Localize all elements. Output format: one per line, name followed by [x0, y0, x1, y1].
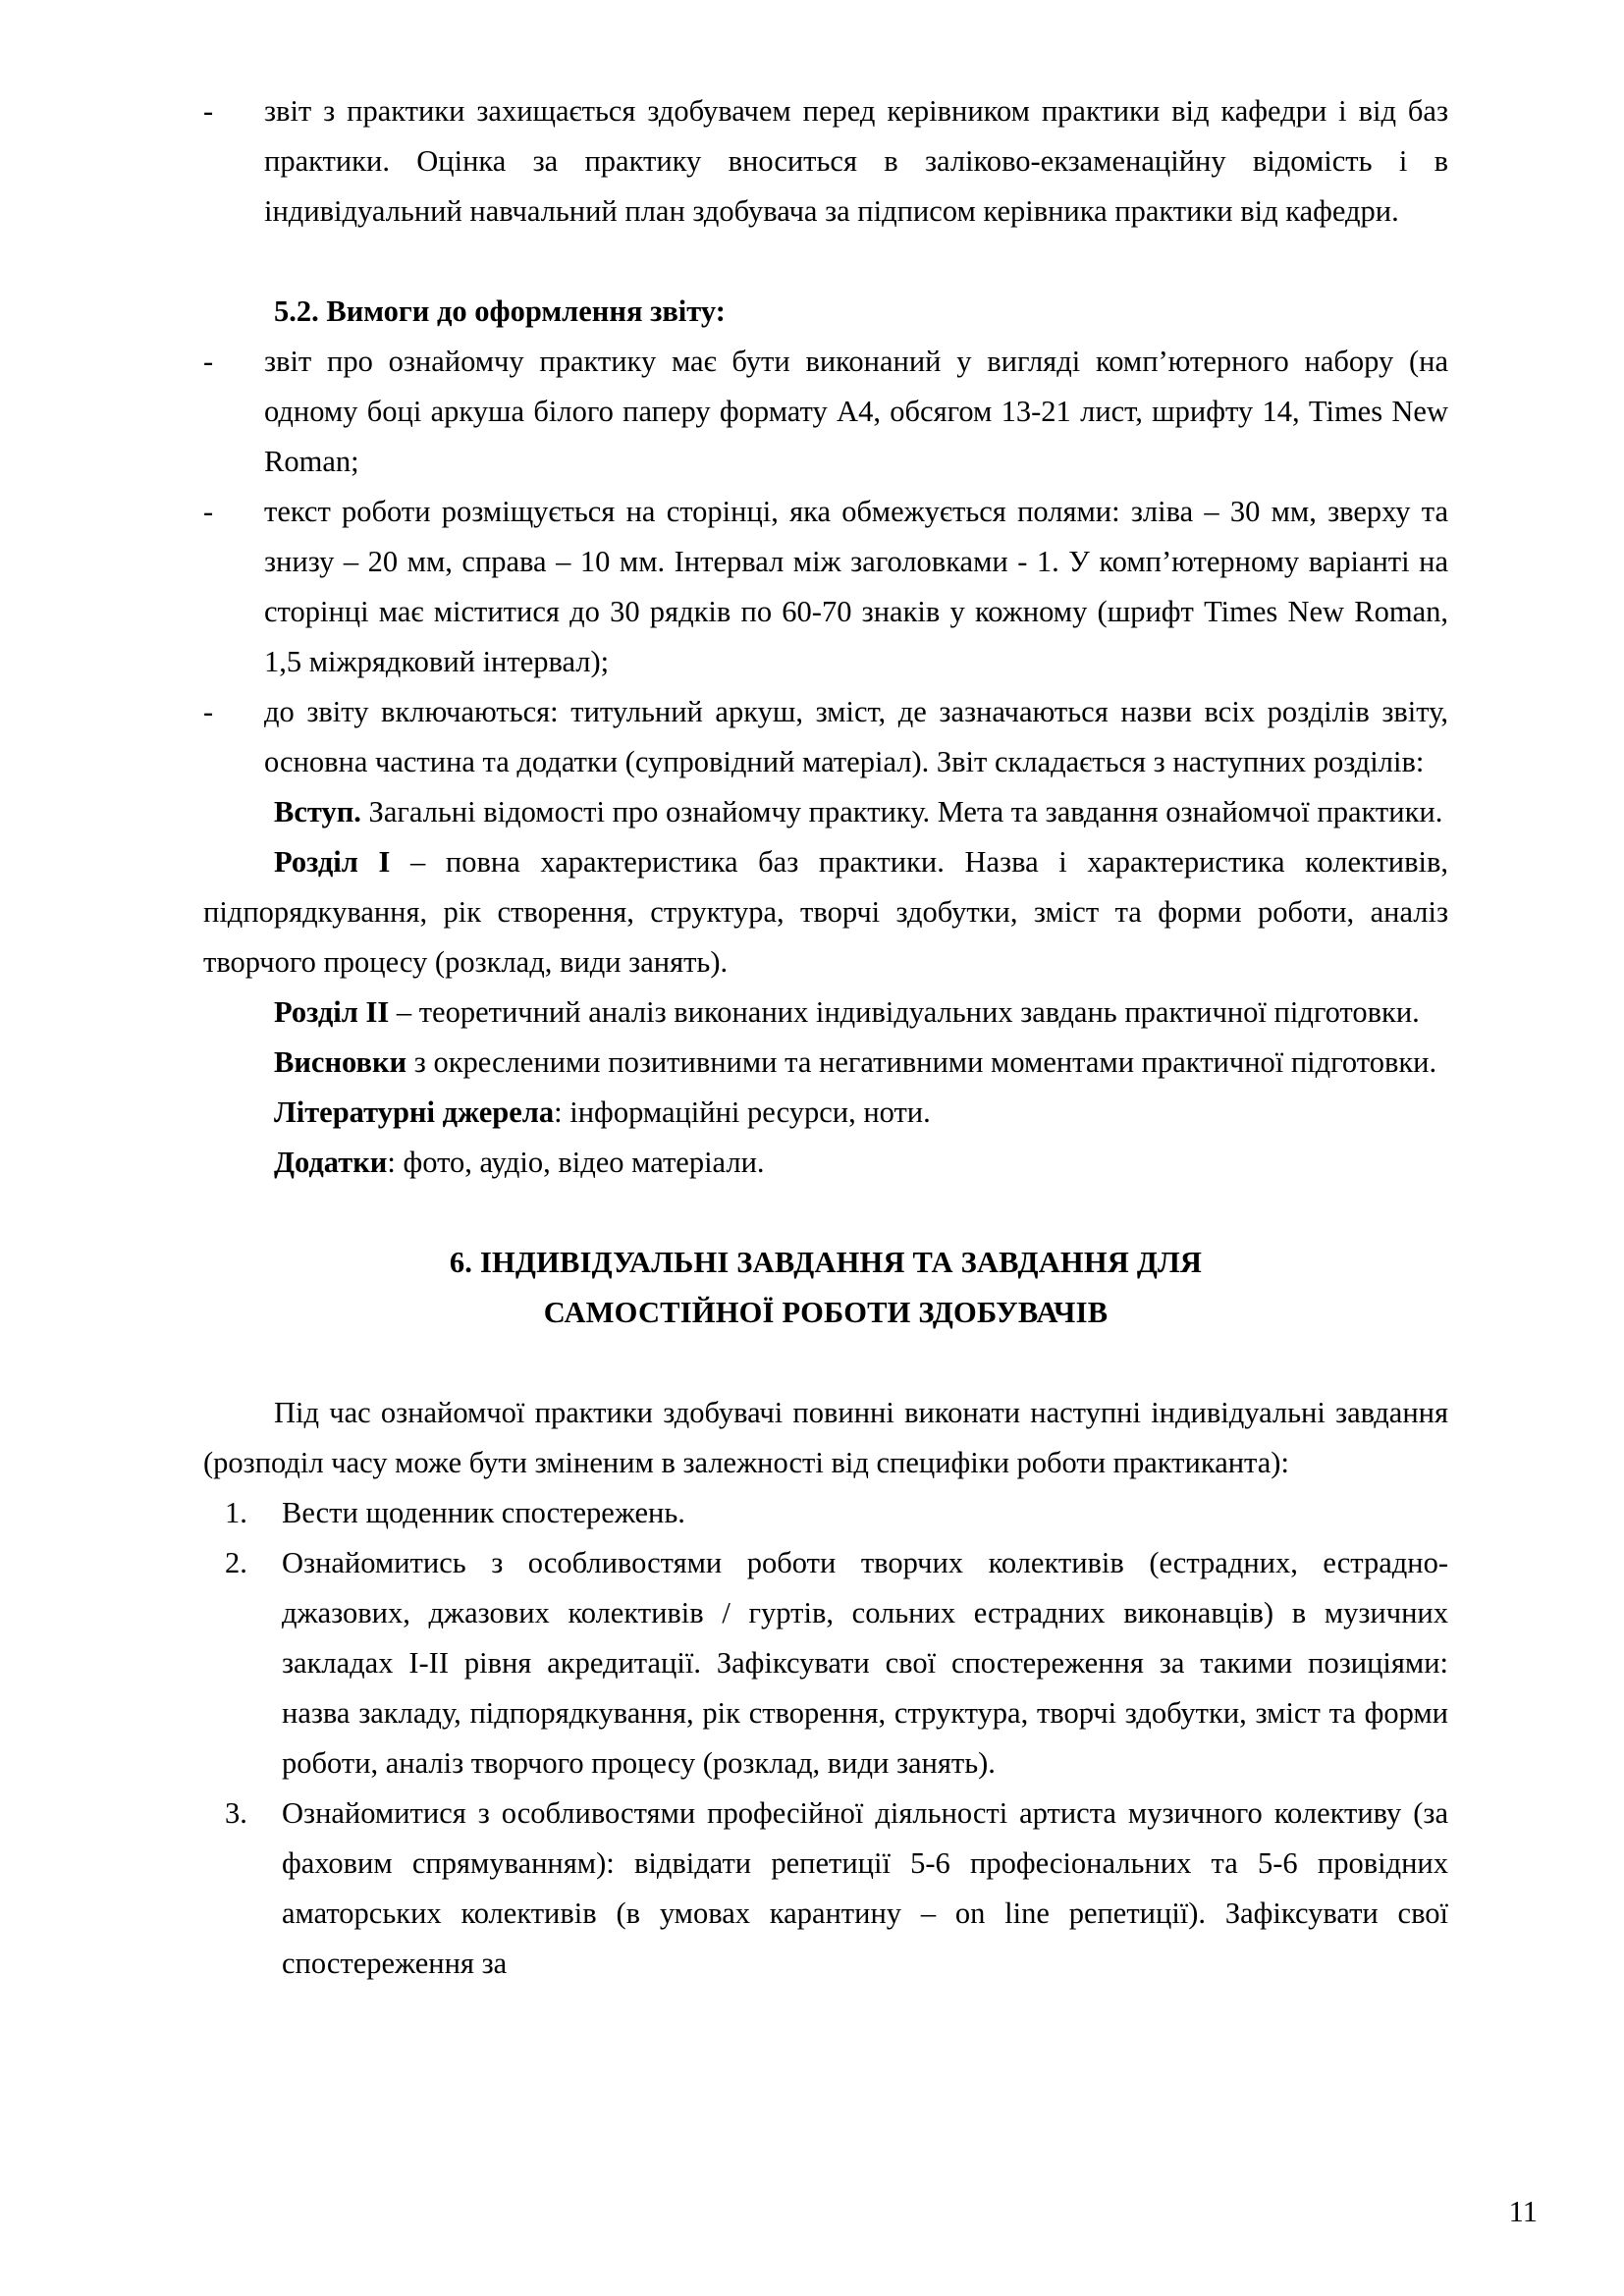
dash-bullet-marker: -	[203, 94, 214, 128]
list-item	[203, 86, 1448, 237]
report-part-dodatky	[203, 1138, 1448, 1188]
report-part-literatura	[203, 1088, 1448, 1138]
task-text: Ознайомитися з особливостями професійної діяльності артиста музичного колективу (за фаховим спрямуванням): відвідати репетиції 5-6 професіональних та 5-6 провідних аматорських колективів (в умовах карантину – on line репетиції). Зафіксувати свої спостереження за	[282, 1796, 1448, 1980]
task-item	[203, 1538, 1448, 1789]
report-part-rozdil-1	[203, 837, 1448, 988]
report-part-text: Загальні відомості про ознайомчу практику. Мета та завдання ознайомчої практики.	[360, 795, 1443, 828]
report-part-label: Вступ.	[274, 795, 361, 828]
task-number: 2.	[225, 1546, 247, 1579]
task-text: Вести щоденник спостережень.	[282, 1496, 685, 1529]
section-spacer	[203, 1338, 1448, 1388]
task-item	[203, 1488, 1448, 1538]
report-part-label: Додатки	[274, 1146, 388, 1179]
report-part-label: Літературні джерела	[274, 1095, 555, 1129]
list-item	[203, 337, 1448, 487]
page-number: 11	[1508, 2195, 1538, 2228]
paragraph-spacer	[203, 237, 1448, 287]
report-part-vstup	[203, 787, 1448, 837]
list-item	[203, 687, 1448, 787]
report-part-text: – теоретичний аналіз виконаних індивідуальних завдань практичної підготовки.	[389, 995, 1420, 1029]
list-item-text: звіт про ознайомчу практику має бути виконаний у вигляді комп’ютерного набору (на одному боці аркуша білого паперу формату А4, обсягом 13-21 лист, шрифту 14, Times New Roman;	[264, 345, 1448, 478]
page-content	[203, 86, 1448, 1989]
report-part-label: Висновки	[274, 1045, 407, 1079]
report-part-text: : фото, аудіо, відео матеріали.	[387, 1146, 765, 1179]
task-number: 1.	[225, 1496, 247, 1529]
section-heading-5-2: 5.2. Вимоги до оформлення звіту:	[274, 294, 726, 328]
dash-bullet-marker: -	[203, 695, 214, 728]
dash-bullet-marker: -	[203, 495, 214, 528]
list-item	[203, 487, 1448, 687]
task-text: Ознайомитись з особливостями роботи творчих колективів (естрадних, естрадно-джазових, джазових колективів / гуртів, сольних естрадних виконавців) в музичних закладах I-II рівня акредитації. Зафіксувати свої спостереження за такими позиціями: назва закладу, підпорядкування, рік створення, структура, творчі здобутки, зміст та форми роботи, аналіз творчого процесу (розклад, види занять).	[282, 1546, 1448, 1780]
section-heading-6-line-2: САМОСТІЙНОЇ РОБОТИ ЗДОБУВАЧІВ	[543, 1296, 1109, 1329]
report-part-text: з окресленими позитивними та негативними моментами практичної підготовки.	[406, 1045, 1437, 1079]
list-item-text: текст роботи розміщується на сторінці, яка обмежується полями: зліва – 30 мм, зверху та знизу – 20 мм, справа – 10 мм. Інтервал між заголовками - 1. У комп’ютерному варіанті на сторінці має міститися до 30 рядків по 60-70 знаків у кожному (шрифт Times New Roman, 1,5 міжрядковий інтервал);	[264, 495, 1448, 678]
report-part-label: Розділ I	[274, 845, 391, 879]
report-part-vysnovky	[203, 1038, 1448, 1088]
report-part-text: : інформаційні ресурси, ноти.	[554, 1095, 931, 1129]
dash-bullet-marker: -	[203, 345, 214, 378]
list-item-text: звіт з практики захищається здобувачем перед керівником практики від кафедри і від баз практики. Оцінка за практику вноситься в заліково-екзаменаційну відомість і в індивідуальний навчальний план здобувача за підписом керівника практики від кафедри.	[264, 94, 1448, 228]
report-part-text: – повна характеристика баз практики. Назва і характеристика колективів, підпорядкування, рік створення, структура, творчі здобутки, зміст та форми роботи, аналіз творчого процесу (розклад, види занять).	[203, 845, 1448, 979]
task-number: 3.	[225, 1796, 247, 1830]
section-6-intro-paragraph: Під час ознайомчої практики здобувачі повинні виконати наступні індивідуальні завдання (розподіл часу може бути зміненим в залежності від специфіки роботи практиканта):	[203, 1396, 1448, 1479]
list-item-text: до звіту включаються: титульний аркуш, зміст, де зазначаються назви всіх розділів звіту, основна частина та додатки (супровідний матеріал). Звіт складається з наступних розділів:	[264, 695, 1448, 778]
section-heading-6-line-1: 6. ІНДИВІДУАЛЬНІ ЗАВДАННЯ ТА ЗАВДАННЯ ДЛЯ	[449, 1246, 1203, 1279]
report-part-rozdil-2	[203, 988, 1448, 1038]
section-spacer	[203, 1188, 1448, 1238]
report-part-label: Розділ II	[274, 995, 390, 1029]
task-item	[203, 1789, 1448, 1989]
